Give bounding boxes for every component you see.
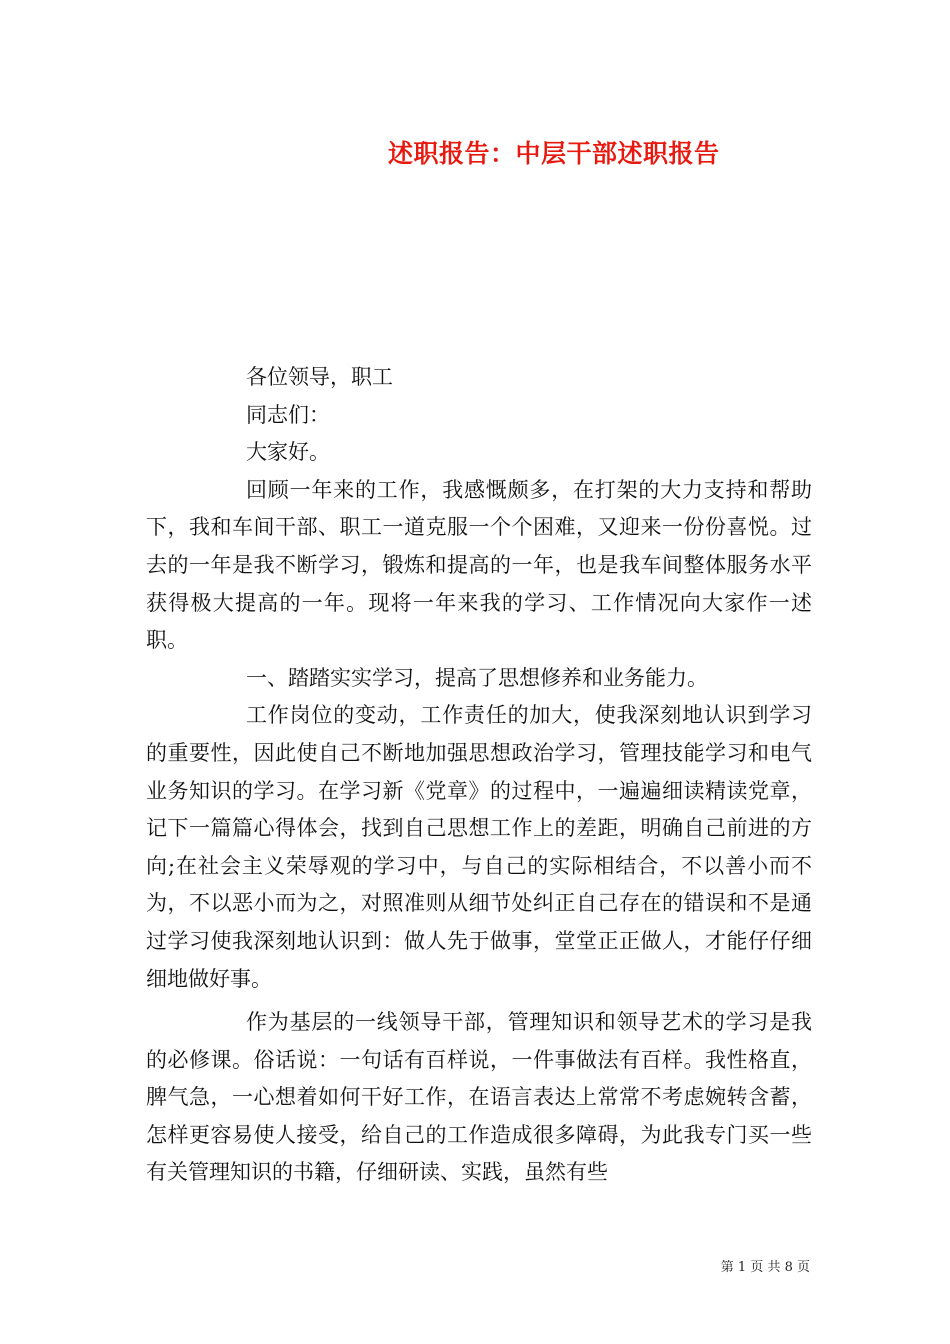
- paragraph-salutation-1: 各位领导，职工: [246, 365, 393, 389]
- paragraph-review: 回顾一年来的工作，我感慨颇多，在打架的大力支持和帮助下，我和车间干部、职工一道克服一个个困难，又迎来一份份喜悦。过去的一年是我不断学习，锻炼和提高的一年，也是我车间整体服务水平获得极大提高的一年。现将一年来我的学习、工作情况向大家作一述职。: [146, 477, 812, 653]
- document-title: 述职报告：中层干部述职报告: [388, 139, 720, 168]
- paragraph-salutation-2: 同志们：: [246, 402, 330, 427]
- page-number-footer: 第 1 页 共 8 页: [720, 1260, 810, 1275]
- paragraph-study: 工作岗位的变动，工作责任的加大，使我深刻地认识到学习的重要性，因此使自己不断地加强思想政治学习，管理技能学习和电气业务知识的学习。在学习新《党章》的过程中，一遍遍细读精读党章，记下一篇篇心得体会，找到自己思想工作上的差距，明确自己前进的方向;在社会主义荣辱观的学习中，与自己的实际相结合，不以善小而不为，不以恶小而为之，对照准则从细节处纠正自己存在的错误和不是通过学习使我深刻地认识到：做人先于做事，堂堂正正做人，才能仔仔细细地做好事。: [146, 703, 812, 991]
- paragraph-greeting: 大家好。: [246, 440, 330, 465]
- paragraph-section-heading-1: 一、踏踏实实学习，提高了思想修养和业务能力。: [246, 665, 708, 690]
- paragraph-management-study: 作为基层的一线领导干部，管理知识和领导艺术的学习是我的必修课。俗话说：一句话有百样说，一件事做法有百样。我性格直，脾气急，一心想着如何干好工作，在语言表达上常常不考虑婉转含蓄，怎样更容易使人接受，给自己的工作造成很多障碍，为此我专门买一些有关管理知识的书籍，仔细研读、实践，虽然有些: [146, 1010, 812, 1185]
- document-body: [146, 359, 812, 1192]
